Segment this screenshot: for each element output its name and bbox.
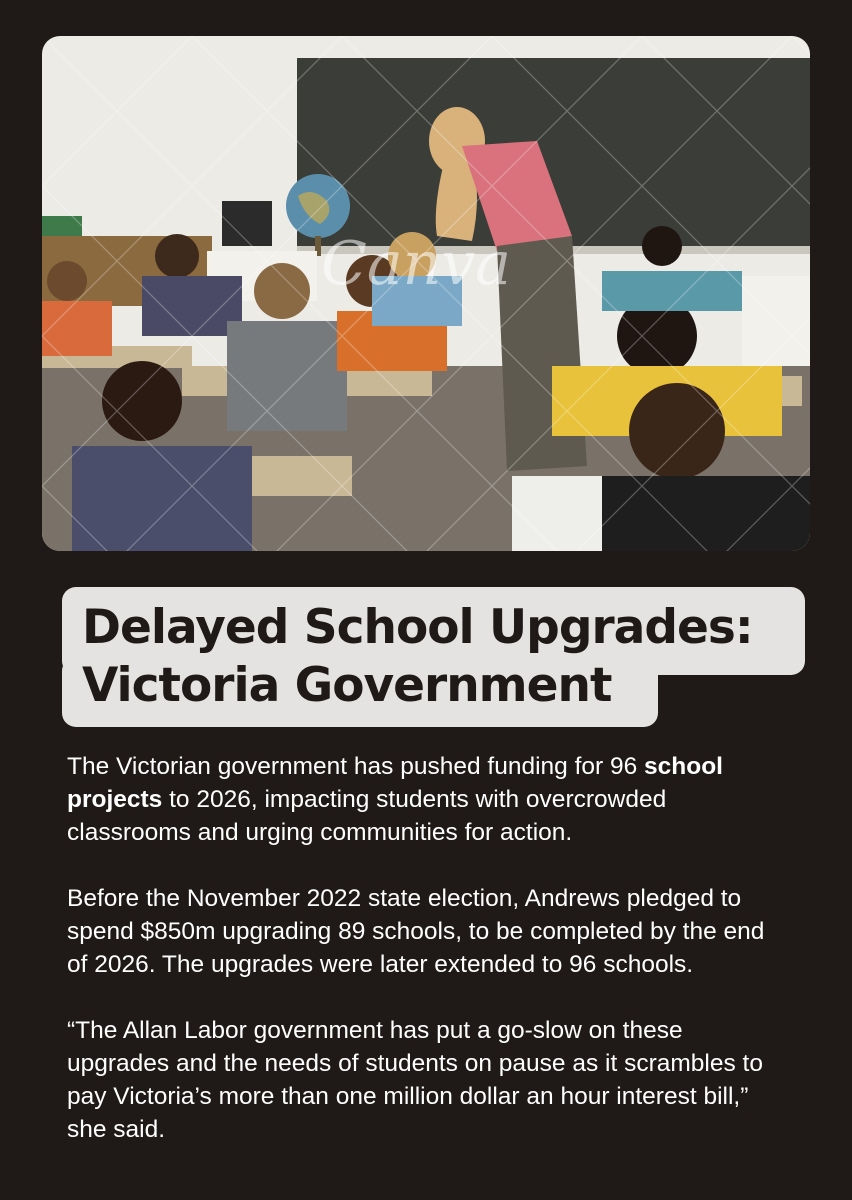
- page-title: [82, 599, 812, 715]
- paragraph-1: [67, 750, 787, 849]
- paragraph-1-text-end: to 2026, impacting students with overcrowded classrooms and urging communities for action.: [67, 786, 667, 846]
- classroom-photo-icon: [42, 36, 810, 551]
- article-body: [67, 750, 787, 1179]
- headline-line1: Delayed School Upgrades:: [82, 600, 753, 655]
- paragraph-1-text: The Victorian government has pushed funding for 96: [67, 753, 645, 780]
- headline-line2: Victoria Government: [82, 658, 612, 713]
- classroom-photo: [42, 36, 810, 551]
- paragraph-2: Before the November 2022 state election, Andrews pledged to spend $850m upgrading 89 schools, to be completed by the end of 2026. The upgrades were later extended to 96 schools.: [67, 885, 765, 978]
- paragraph-3: “The Allan Labor government has put a go-slow on these upgrades and the needs of students on pause as it scrambles to pay Victoria’s more than one million dollar an hour interest bill,” she said.: [67, 1017, 763, 1143]
- paragraph-1-bold: school projects: [67, 753, 723, 813]
- canva-watermark: Canva: [321, 228, 511, 299]
